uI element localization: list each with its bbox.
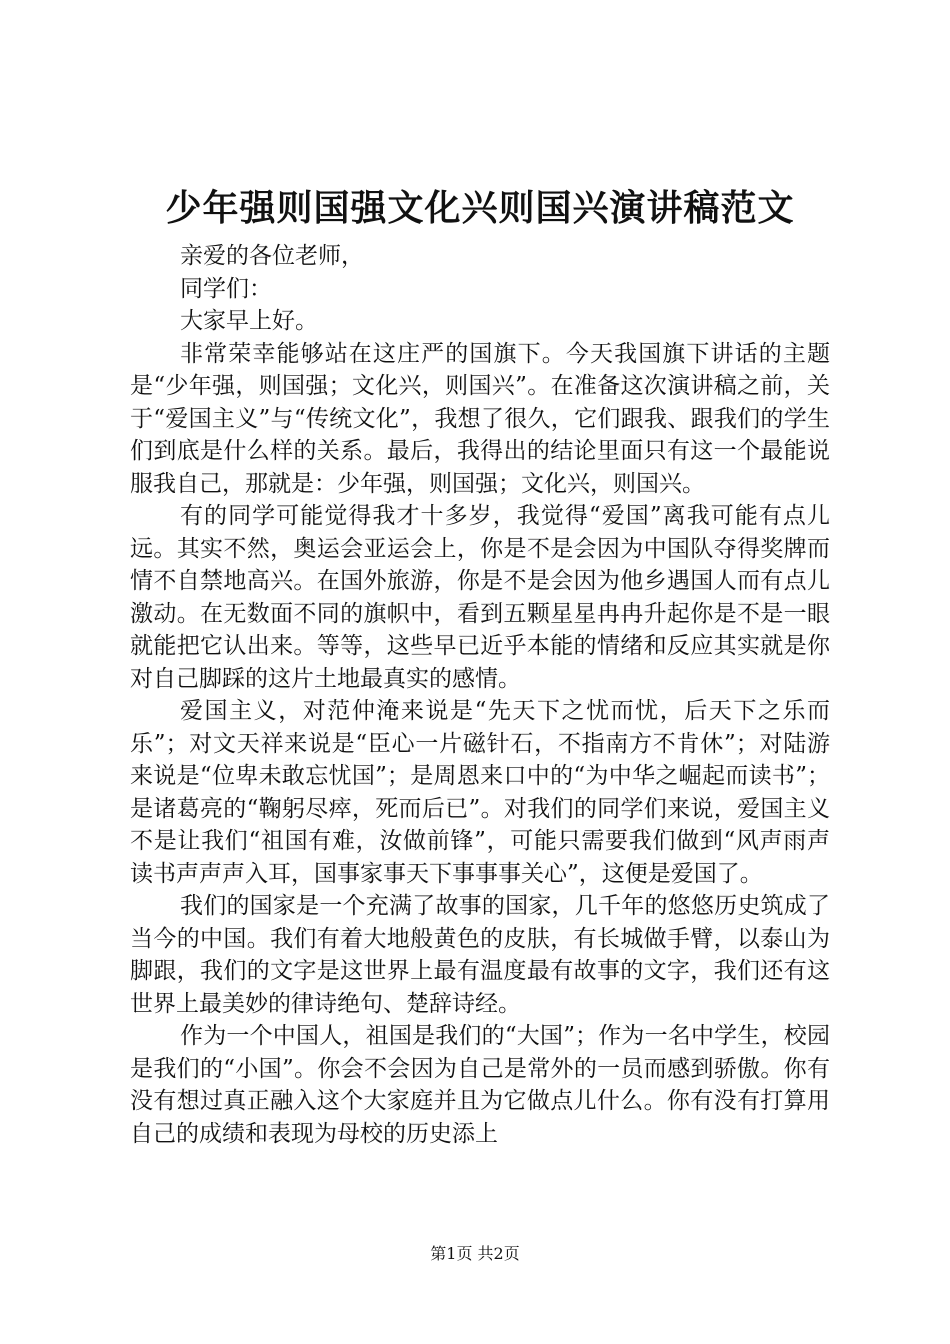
salutation-students: 同学们： <box>180 275 272 302</box>
greeting-line: 大家早上好。 <box>180 308 318 334</box>
paragraph-2: 有的同学可能觉得我才十多岁，我觉得“爱国”离我可能有点儿远。其实不然，奥运会亚运会上，你是不是会因为中国队夺得奖牌而情不自禁地高兴。在国外旅游，你是不是会因为他乡遇国人而有点儿激动。在无数面不同的旗帜中，看到五颗星星冉冉升起你是不是一眼就能把它认出来。等等，这些早已近乎本能的情绪和反应其实就是你对自己脚踩的这片土地最真实的感情。 <box>130 503 830 692</box>
paragraph-1: 非常荣幸能够站在这庄严的国旗下。今天我国旗下讲话的主题是“少年强，则国强；文化兴，则国兴”。在准备这次演讲稿之前，关于“爱国主义”与“传统文化”，我想了很久，它们跟我、跟我们的学生们到底是什么样的关系。最后，我得出的结论里面只有这一个最能说服我自己，那就是：少年强，则国强；文化兴，则国兴。 <box>130 340 830 497</box>
page-title: 少年强则国强文化兴则国兴演讲稿范文 <box>165 187 795 229</box>
document-body <box>130 240 830 1150</box>
paragraph-4: 我们的国家是一个充满了故事的国家，几千年的悠悠历史筑成了当今的中国。我们有着大地般黄色的皮肤，有长城做手臂，以泰山为脚跟，我们的文字是这世界上最有温度最有故事的文字，我们还有这世界上最美妙的律诗绝句、楚辞诗经。 <box>130 893 830 1017</box>
salutation-teachers: 亲爱的各位老师， <box>180 243 364 269</box>
page-footer: 第1页 共2页 <box>430 1244 520 1263</box>
paragraph-3: 爱国主义，对范仲淹来说是“先天下之忧而忧，后天下之乐而乐”；对文天祥来说是“臣心一片磁针石，不指南方不肯休”；对陆游来说是“位卑未敢忘忧国”；是周恩来口中的“为中华之崛起而读书”；是诸葛亮的“鞠躬尽瘁，死而后已”。对我们的同学们来说，爱国主义不是让我们“祖国有难，汝做前锋”，可能只需要我们做到“风声雨声读书声声声入耳，国事家事天下事事事关心”，这便是爱国了。 <box>130 698 830 887</box>
paragraph-5: 作为一个中国人，祖国是我们的“大国”；作为一名中学生，校园是我们的“小国”。你会不会因为自己是常外的一员而感到骄傲。你有没有想过真正融入这个大家庭并且为它做点儿什么。你有没有打算用自己的成绩和表现为母校的历史添上 <box>130 1023 830 1147</box>
